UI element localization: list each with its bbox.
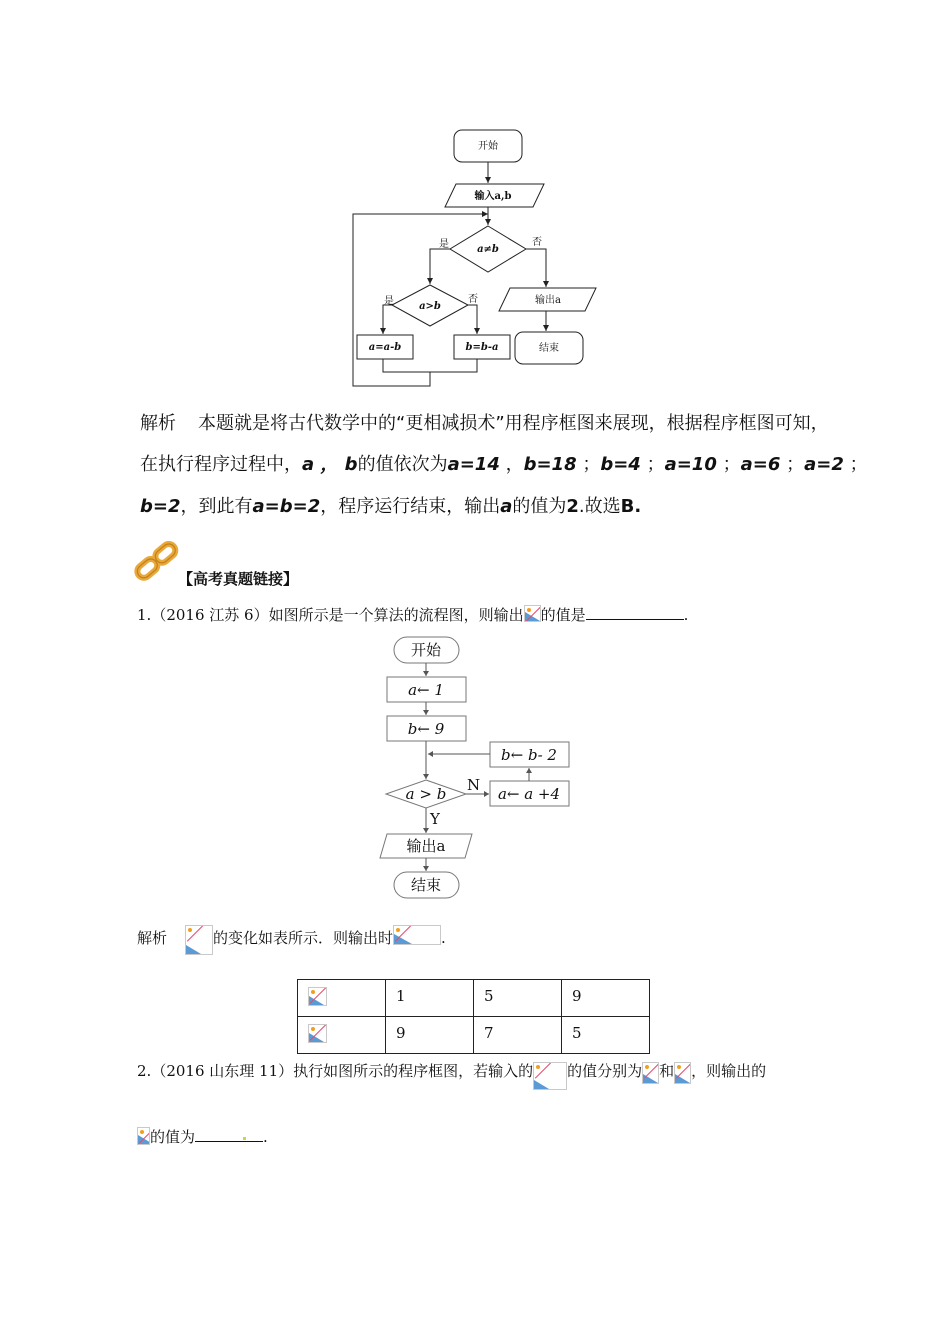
q1-start-text: 开始 [410, 641, 442, 659]
seq-item: a=2 [804, 454, 844, 475]
q1-yes-label: Y [430, 810, 440, 828]
flow1-output-text: 输出a [535, 295, 561, 306]
q1-line [137, 604, 688, 625]
flow1-cond1-yes: 是 [439, 239, 449, 250]
seq-item: b=18 [523, 454, 577, 475]
analysis1-dot: . [634, 496, 642, 517]
q1-answer-blank[interactable] [586, 605, 684, 620]
analysis2-line [137, 925, 446, 955]
analysis1-a: a [500, 496, 513, 517]
image-placeholder-icon [642, 1062, 659, 1084]
flow1-end-text: 结束 [539, 343, 559, 354]
table-cell-label [298, 980, 386, 1017]
flowchart-q1 [375, 630, 580, 905]
q1-output-text: 输出a [406, 837, 446, 855]
q1-text-post: 的值是 [540, 606, 586, 624]
analysis1-vars: a ， b [302, 454, 358, 475]
analysis2-end: . [441, 929, 446, 947]
analysis1-line3 [140, 492, 641, 518]
analysis1-line2-pre: 在执行程序过程中， [140, 454, 302, 475]
flow1-cond1-text: a≠b [477, 244, 499, 255]
chain-link-icon [132, 538, 182, 586]
table-row [298, 1017, 650, 1054]
analysis1-label: 解析 [140, 413, 176, 434]
analysis1-val-label: 的值为 [512, 496, 567, 517]
analysis1-answer: B [620, 496, 635, 517]
q1-end-text: 结束 [410, 876, 442, 894]
analysis1-eq: a=b=2 [252, 496, 321, 517]
q2-source: （2016 山东理 11） [151, 1062, 294, 1080]
flow1-cond1-no: 否 [532, 237, 542, 248]
analysis1-text1: 本题就是将古代数学中的“更相减损术”用程序框图来展现，根据程序框图可知， [198, 413, 829, 434]
q2-line2-text: 的值为 [150, 1128, 196, 1146]
analysis1-line1 [140, 409, 829, 435]
analysis1-line2: 在执行程序过程中，a ， b的值依次为a=14 ，b=18 ；b=4 ；a=10 ；a=6 ；a=2 ； [140, 454, 868, 475]
q1-assign-a-text: a← 1 [408, 681, 444, 699]
analysis2-label: 解析 [137, 929, 168, 947]
image-placeholder-icon [674, 1062, 691, 1084]
image-placeholder-icon [185, 925, 213, 955]
seq-item: b=4 [600, 454, 641, 475]
table-cell: 7 [474, 1017, 562, 1054]
table-cell: 5 [474, 980, 562, 1017]
q1-number: 1. [137, 606, 152, 624]
q2-line1 [137, 1060, 766, 1090]
q1-text-pre: 如图所示是一个算法的流程图，则输出 [268, 606, 524, 624]
flow1-start-text: 开始 [478, 141, 498, 152]
section-title: 【高考真题链接】 [178, 570, 299, 588]
image-placeholder-icon [308, 1024, 327, 1043]
table-cell: 9 [562, 980, 650, 1017]
analysis1-b2: b=2 [140, 496, 181, 517]
analysis1-num: 2 [566, 496, 579, 517]
flowchart-euclid [340, 120, 610, 395]
q2-number: 2. [137, 1062, 152, 1080]
analysis2-text: 的变化如表所示．则输出时 [213, 929, 394, 947]
q2-text-mid: 的值分别为 [567, 1062, 643, 1080]
image-placeholder-icon [308, 987, 327, 1006]
table-cell: 5 [562, 1017, 650, 1054]
flow1-cond2-no: 否 [468, 294, 478, 305]
image-placeholder-icon [393, 925, 441, 945]
seq-item: a=10 [664, 454, 717, 475]
q2-line2 [137, 1126, 268, 1147]
image-placeholder-icon [533, 1062, 567, 1090]
q2-and: 和 [659, 1062, 675, 1080]
analysis1-line3-mid: ，到此有 [180, 496, 253, 517]
flow1-assign-b-text: b=b-a [465, 342, 499, 353]
q1-no-label: N [467, 776, 481, 794]
flow1-cond2-yes: 是 [384, 296, 394, 307]
q2-end: . [263, 1128, 268, 1146]
flow1-input-text: 输入a,b [474, 191, 512, 202]
q2-text-post: ，则输出的 [691, 1062, 767, 1080]
q1-source: （2016 江苏 6） [151, 606, 269, 624]
image-placeholder-icon [524, 605, 541, 622]
analysis1-choose: .故选 [578, 496, 621, 517]
value-table [297, 979, 650, 1054]
flow1-assign-a-text: a=a-b [368, 342, 402, 353]
q1-update-a-text: a← a +4 [497, 785, 561, 803]
q1-cond-text: a > b [405, 785, 447, 803]
q2-text-pre: 执行如图所示的程序框图，若输入的 [293, 1062, 534, 1080]
table-cell: 9 [386, 1017, 474, 1054]
table-cell-label [298, 1017, 386, 1054]
image-placeholder-icon [137, 1127, 150, 1145]
q1-update-b-text: b← b- 2 [501, 746, 557, 764]
seq-item: a=6 [740, 454, 781, 475]
analysis1-line3-rest: ，程序运行结束，输出 [320, 496, 501, 517]
analysis1-line2-mid: 的值依次为 [357, 454, 448, 475]
flow1-cond2-text: a>b [419, 301, 441, 312]
table-row [298, 980, 650, 1017]
q1-assign-b-text: b← 9 [407, 720, 445, 738]
q1-end: . [683, 606, 689, 624]
table-cell: 1 [386, 980, 474, 1017]
q2-answer-blank[interactable] [195, 1127, 263, 1142]
seq-item: a=14 [447, 454, 500, 475]
